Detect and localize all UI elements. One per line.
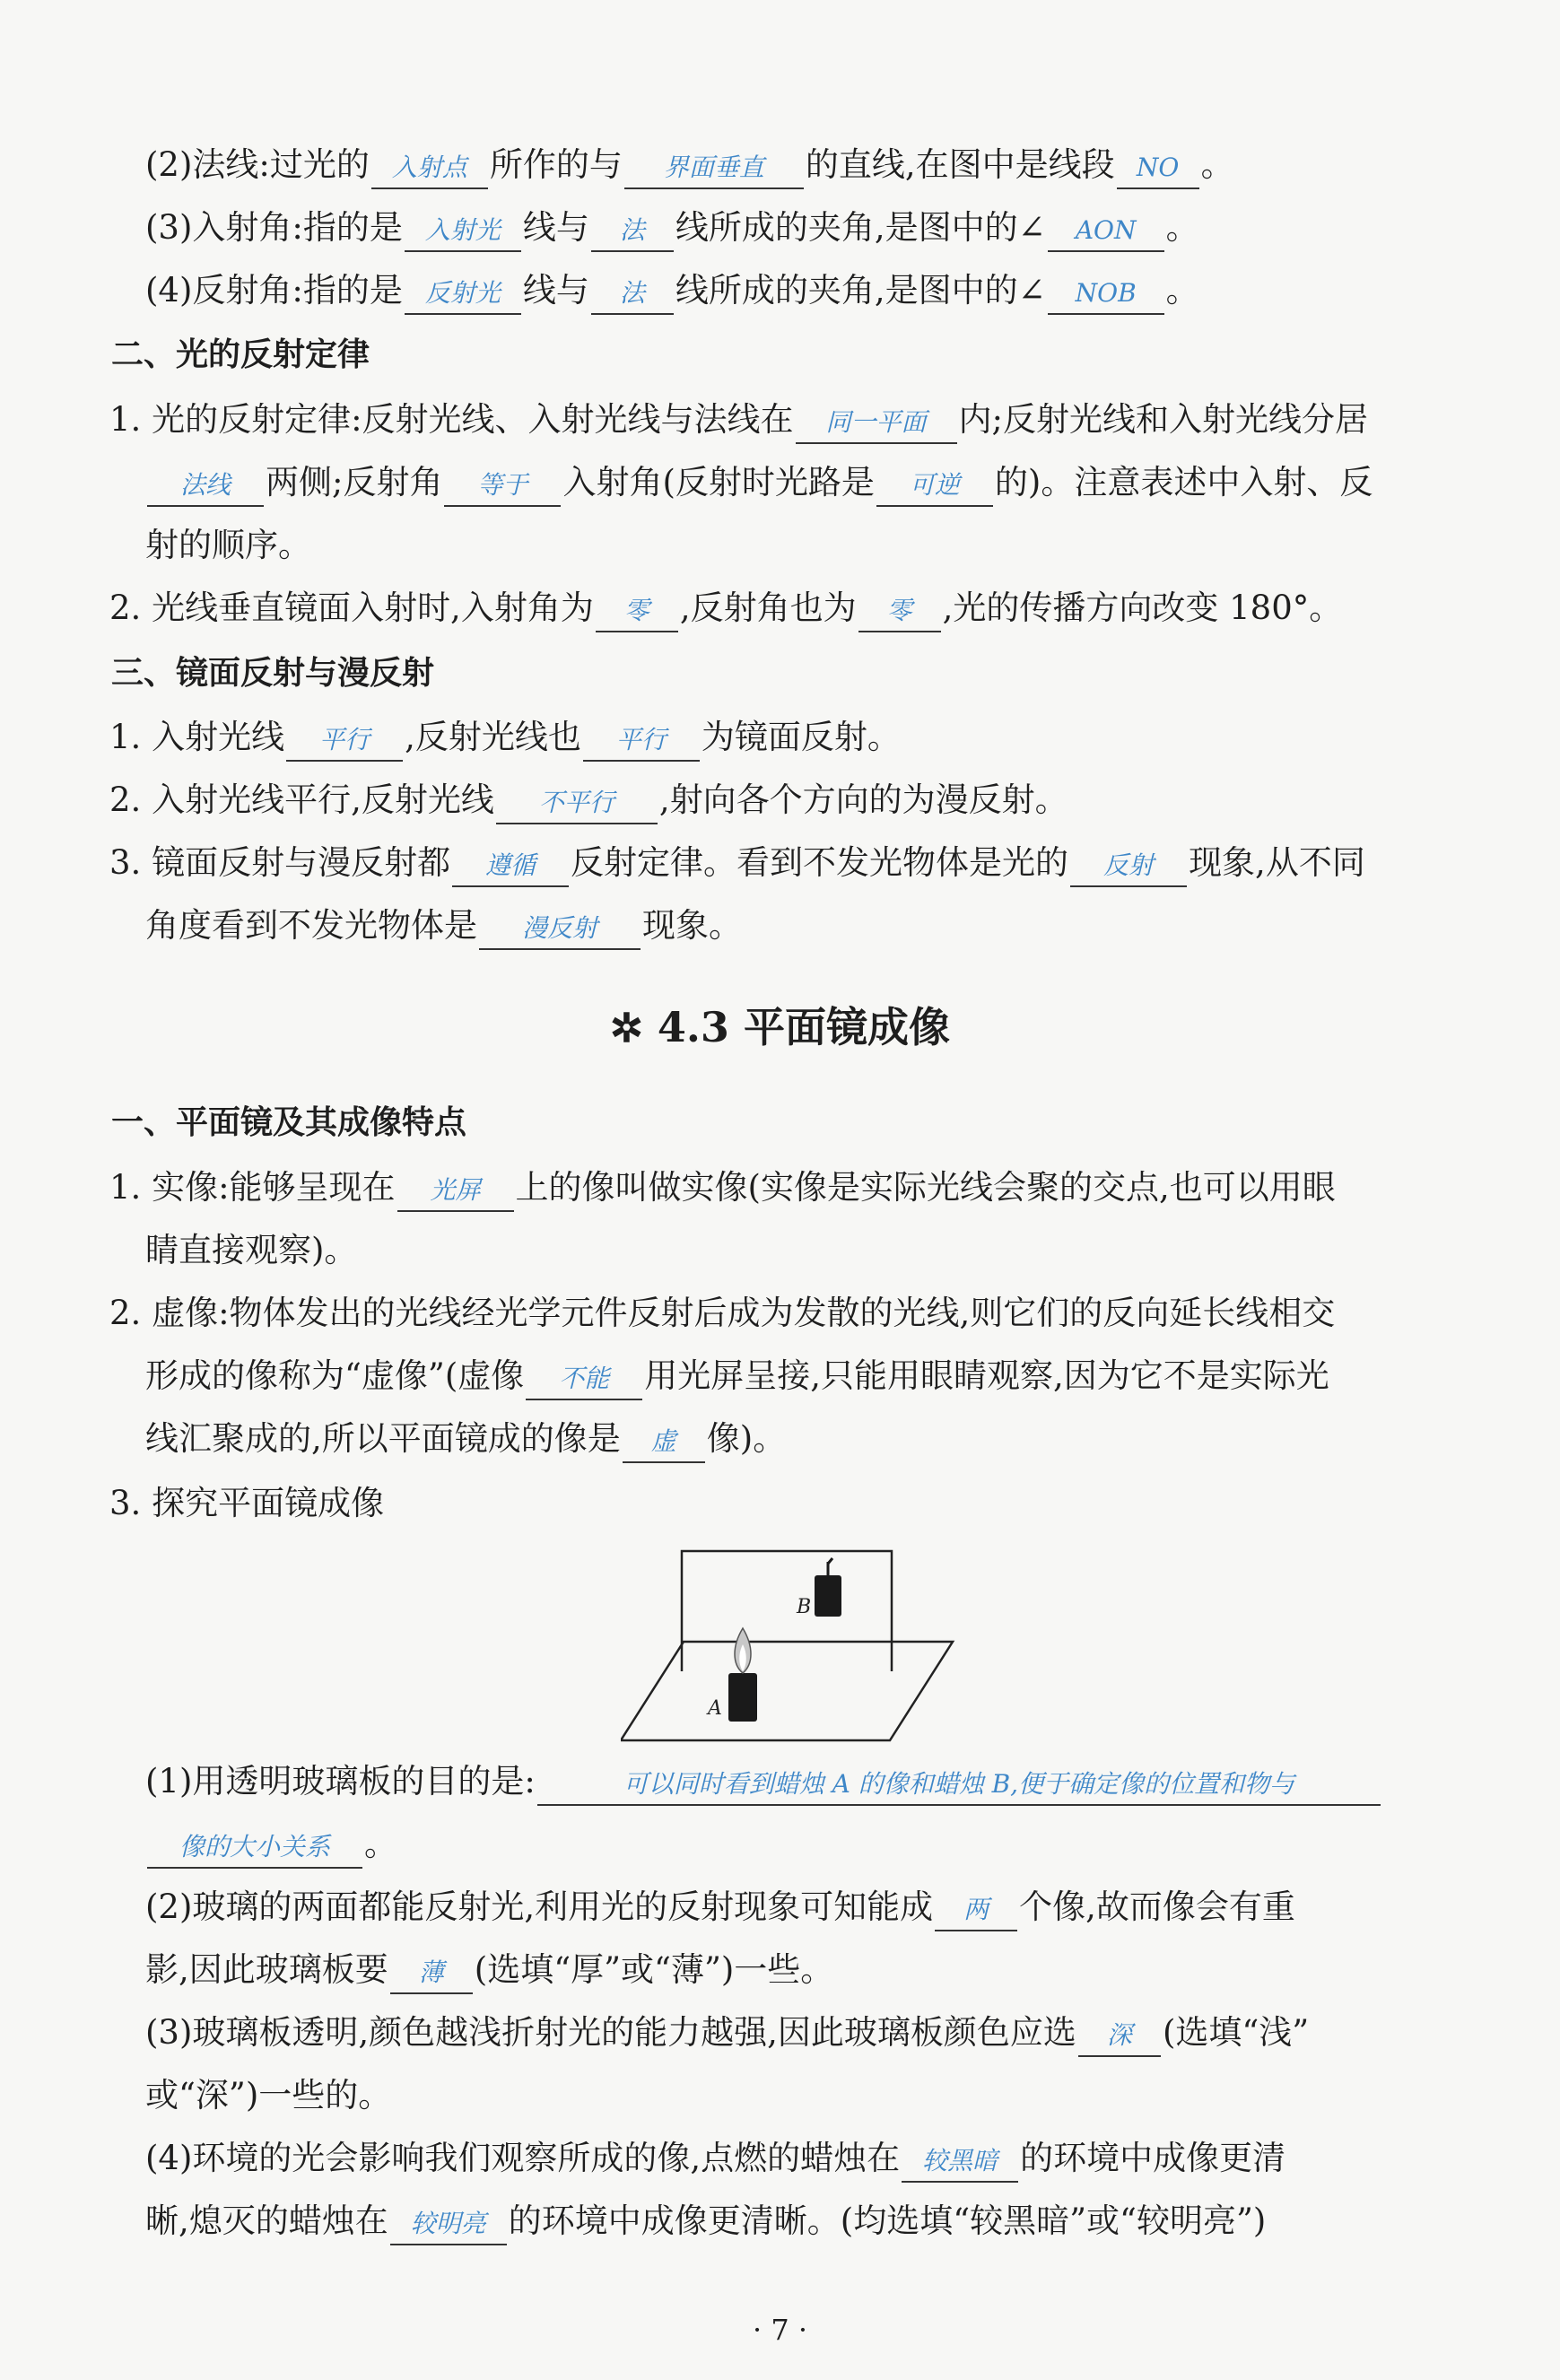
glass-plate [682,1551,892,1671]
text: 。 [1165,208,1199,247]
answer-blank[interactable]: 平行 [286,720,403,762]
text: 像)。 [706,1419,787,1458]
paragraph-line [145,902,742,950]
paragraph-line [145,2198,1266,2245]
paragraph-line [109,585,1342,632]
text: 线汇聚成的,所以平面镜成的像是 [145,1419,621,1458]
answer-blank[interactable]: 入射光 [405,211,521,252]
text: ,反射角也为 [679,588,857,627]
answer-blank[interactable]: 等于 [444,466,561,507]
candle-b [815,1558,841,1617]
paragraph-line: 3. 探究平面镜成像 [109,1484,385,1522]
answer-blank[interactable]: 较明亮 [390,2204,507,2245]
paragraph-line [109,397,1368,444]
text: 3. 镜面反射与漫反射都 [109,843,451,882]
answer-blank[interactable]: NO [1117,148,1199,189]
answer-blank[interactable]: 漫反射 [479,909,641,950]
answer-blank[interactable]: 可以同时看到蜡烛 A 的像和蜡烛 B,便于确定像的位置和物与 [537,1765,1381,1806]
section-heading: 二、光的反射定律 [111,336,370,373]
answer-blank[interactable]: 可逆 [876,466,993,507]
text: (3)入射角:指的是 [145,208,403,247]
plane-mirror-experiment-diagram [621,1539,962,1745]
paragraph-line [145,459,1373,507]
text: (3)玻璃板透明,颜色越浅折射光的能力越强,因此玻璃板颜色应选 [145,2013,1076,2052]
candle-label: A [708,1697,722,1720]
text: (2)玻璃的两面都能反射光,利用光的反射现象可知能成 [145,1887,934,1926]
answer-blank[interactable]: 同一平面 [796,403,957,444]
text: 内;反射光线和入射光线分居 [958,400,1368,439]
answer-blank[interactable]: AON [1048,211,1164,252]
incidence-angle-definition [145,205,1199,252]
text: ,光的传播方向改变 180°。 [942,588,1343,627]
text: 线与 [522,208,589,247]
text: 1. 实像:能够呈现在 [109,1168,396,1207]
text: 2. 入射光线平行,反射光线 [109,780,494,819]
text: 线所成的夹角,是图中的∠ [675,208,1046,247]
answer-blank[interactable]: 遵循 [452,846,569,887]
text: 形成的像称为“虚像”(虚像 [145,1356,525,1395]
answer-blank[interactable]: 不能 [526,1359,642,1400]
paragraph-line [145,1416,786,1463]
text: 的)。注意表述中入射、反 [994,463,1373,501]
chapter-title [0,996,1560,1060]
candle-label: B [797,1596,812,1618]
text: 现象,从不同 [1189,843,1365,882]
paragraph-line: 射的顺序。 [145,526,311,564]
answer-blank[interactable]: 深 [1078,2016,1161,2057]
text: 个像,故而像会有重 [1019,1887,1295,1926]
text: 两侧;反射角 [266,463,443,501]
table-surface [621,1642,953,1740]
text: (4)反射角:指的是 [145,271,403,309]
answer-blank[interactable]: 法线 [147,466,264,507]
text: (4)环境的光会影响我们观察所成的像,点燃的蜡烛在 [145,2139,901,2177]
answer-blank[interactable]: 零 [858,591,941,632]
text: 。 [1200,145,1234,184]
paragraph-line [145,1353,1329,1400]
text: 线与 [522,271,589,309]
text: 1. 光的反射定律:反射光线、入射光线与法线在 [109,400,794,439]
answer-blank[interactable]: 零 [596,591,678,632]
section-heading: 一、平面镜及其成像特点 [111,1104,467,1141]
answer-blank[interactable]: 虚 [623,1422,705,1463]
text: (选填“厚”或“薄”)一些。 [474,1950,834,1989]
text: 所作的与 [489,145,623,184]
paragraph-line [145,1758,1382,1806]
text: 现象。 [642,906,742,945]
answer-blank[interactable]: 反射 [1070,846,1187,887]
text: (2)法线:过光的 [145,145,370,184]
text: ,射向各个方向的为漫反射。 [658,780,1068,819]
answer-blank[interactable]: 法 [591,211,674,252]
paragraph-line: 或“深”)一些的。 [145,2076,392,2114]
answer-blank[interactable]: 光屏 [397,1171,514,1212]
answer-blank[interactable]: 不平行 [496,783,658,824]
answer-blank[interactable]: 入射点 [371,148,488,189]
text: ,反射光线也 [405,718,581,756]
answer-blank[interactable]: 较黑暗 [902,2141,1018,2183]
paragraph-line [109,1164,1336,1212]
paragraph-line [145,1947,833,1994]
answer-blank[interactable]: 两 [935,1890,1017,1931]
section-heading: 三、镜面反射与漫反射 [111,655,435,692]
text: (1)用透明玻璃板的目的是: [145,1762,536,1800]
text: 上的像叫做实像(实像是实际光线会聚的交点,也可以用眼 [515,1168,1336,1207]
text: 影,因此玻璃板要 [145,1950,388,1989]
answer-blank[interactable]: 法 [591,274,674,315]
answer-blank[interactable]: 平行 [583,720,700,762]
answer-blank[interactable]: 像的大小关系 [147,1827,362,1869]
paragraph-line [109,777,1068,824]
text: 角度看到不发光物体是 [145,906,477,945]
text: 。 [364,1825,397,1863]
text: 2. 光线垂直镜面入射时,入射角为 [109,588,594,627]
text: (选填“浅” [1162,2013,1310,2052]
paragraph-line [109,714,901,762]
text: 反射定律。看到不发光物体是光的 [571,843,1069,882]
answer-blank[interactable]: 反射光 [405,274,521,315]
reflection-angle-definition [145,267,1199,315]
normal-line-definition [145,142,1234,189]
paragraph-line: 睛直接观察)。 [145,1231,358,1269]
text: 的直线,在图中是线段 [805,145,1115,184]
text: 的环境中成像更清 [1020,2139,1286,2177]
title-text: 4.3 平面镜成像 [657,1003,950,1051]
text: 1. 入射光线 [109,718,285,756]
paragraph-line [145,1821,397,1869]
paragraph-line [145,1884,1295,1931]
answer-blank[interactable]: NOB [1048,274,1164,315]
star-icon: ✲ [610,1006,643,1051]
text: 线所成的夹角,是图中的∠ [675,271,1046,309]
paragraph-line [109,840,1365,887]
text: 晰,熄灭的蜡烛在 [145,2201,388,2240]
page-number: · 7 · [752,2313,808,2347]
text: 入射角(反射时光路是 [562,463,875,501]
answer-blank[interactable]: 薄 [390,1953,473,1994]
paragraph-line [145,2009,1309,2057]
paragraph-line [145,2135,1285,2183]
text: 的环境中成像更清晰。(均选填“较黑暗”或“较明亮”) [508,2201,1267,2240]
answer-blank[interactable]: 界面垂直 [624,148,804,189]
text: 。 [1165,271,1199,309]
text: 为镜面反射。 [701,718,901,756]
text: 用光屏呈接,只能用眼睛观察,因为它不是实际光 [644,1356,1329,1395]
paragraph-line: 2. 虚像:物体发出的光线经光学元件反射后成为发散的光线,则它们的反向延长线相交 [109,1294,1336,1332]
